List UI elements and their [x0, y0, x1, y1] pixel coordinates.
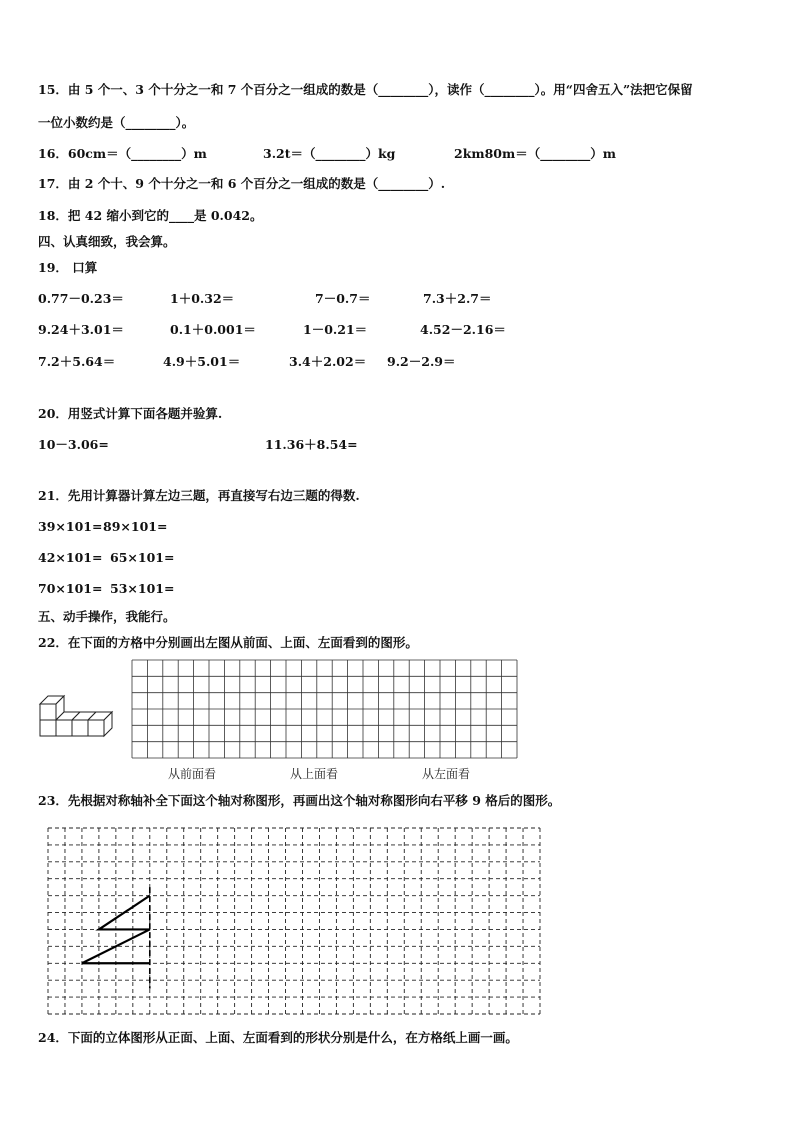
q19-item: 1＋0.32＝: [170, 291, 235, 306]
q21-item: 39×101=: [38, 519, 103, 534]
q20-title: 20．用竖式计算下面各题并验算.: [38, 406, 223, 421]
q21-item: 89×101=: [103, 519, 168, 534]
q19-item: 7.3＋2.7＝: [423, 291, 492, 306]
q19-title: 19． 口算: [38, 260, 98, 275]
q19-item: 4.52－2.16＝: [420, 322, 506, 337]
q20-part-a: 10－3.06=: [38, 437, 109, 452]
q21-item: 70×101=: [38, 581, 103, 596]
section-4-title: 四、认真细致，我会算。: [38, 234, 176, 249]
q19-item: 7.2＋5.64＝: [38, 354, 116, 369]
q19-item: 0.1＋0.001＝: [170, 322, 256, 337]
q17-text: 17．由 2 个十、9 个十分之一和 6 个百分之一组成的数是（________）.: [38, 176, 446, 191]
q21-title: 21．先用计算器计算左边三题，再直接写右边三题的得数.: [38, 488, 360, 503]
section-5-title: 五、动手操作，我能行。: [38, 609, 176, 624]
q19-item: 7－0.7＝: [315, 291, 371, 306]
q22-title: 22．在下面的方格中分别画出左图从前面、上面、左面看到的图形。: [38, 635, 418, 650]
q21-item: 53×101=: [110, 581, 175, 596]
q23-dashed-grid[interactable]: [48, 828, 540, 1014]
q21-item: 65×101=: [110, 550, 175, 565]
q19-item: 1－0.21＝: [303, 322, 368, 337]
q22-drawing-grid[interactable]: [132, 660, 517, 758]
caption-top-view: 从上面看: [290, 767, 339, 781]
q19-item: 9.24＋3.01＝: [38, 322, 124, 337]
caption-front-view: 从前面看: [168, 767, 217, 781]
cube-stack-figure: [38, 690, 112, 742]
q19-item: 4.9＋5.01＝: [163, 354, 241, 369]
q18-text: 18．把 42 缩小到它的____是 0.042。: [38, 208, 263, 223]
q24-title: 24．下面的立体图形从正面、上面、左面看到的形状分别是什么，在方格纸上画一画。: [38, 1030, 518, 1045]
q19-item: 0.77－0.23＝: [38, 291, 124, 306]
q16-part-b: 3.2t＝（________）kg: [263, 146, 396, 161]
q15-line2: 一位小数约是（________）。: [38, 115, 195, 130]
caption-left-view: 从左面看: [422, 767, 471, 781]
q23-title: 23．先根据对称轴补全下面这个轴对称图形，再画出这个轴对称图形向右平移 9 格后的图形。: [38, 793, 561, 808]
q19-item: 3.4＋2.02＝: [289, 354, 367, 369]
q15-line1: 15．由 5 个一、3 个十分之一和 7 个百分之一组成的数是（________），读作（________）。用“四舍五入”法把它保留: [38, 82, 693, 97]
q21-item: 42×101=: [38, 550, 103, 565]
q16-part-c: 2km80m＝（________）m: [454, 146, 616, 161]
q20-part-b: 11.36＋8.54=: [265, 437, 358, 452]
q16-part-a: 16．60cm＝（________）m: [38, 146, 207, 161]
q19-item: 9.2－2.9＝: [387, 354, 456, 369]
